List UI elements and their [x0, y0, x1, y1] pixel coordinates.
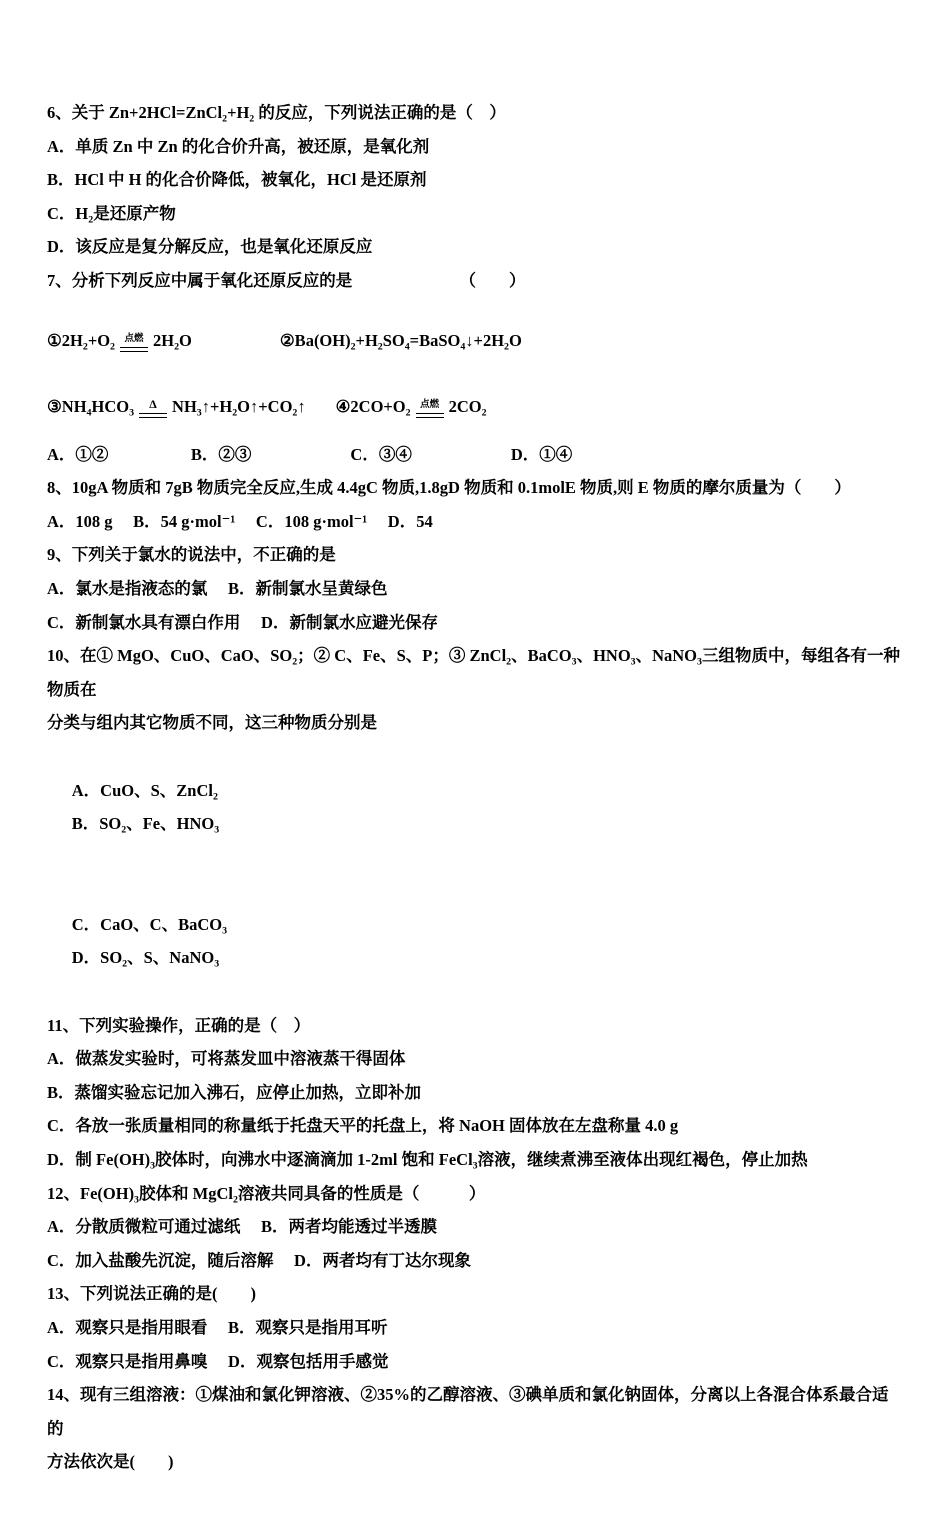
question-11-stem: 11、下列实验操作，正确的是（ ）	[47, 1015, 311, 1035]
question-12-options-cd: C．加入盐酸先沉淀，随后溶解 D．两者均有丁达尔现象	[47, 1250, 471, 1270]
reaction-condition-label: Δ	[149, 396, 157, 411]
question-10-stem-line-2: 分类与组内其它物质不同，这三种物质分别是	[47, 713, 377, 733]
question-6-option-a: A．单质 Zn 中 Zn 的化合价升高，被还原，是氧化剂	[47, 136, 430, 156]
reaction-condition-ignite-icon	[120, 334, 148, 352]
question-10-options-cd	[47, 874, 902, 1008]
question-8-stem: 8、10gA 物质和 7gB 物质完全反应,生成 4.4gC 物质,1.8gD 物质和 0.1molE 物质,则 E 物质的摩尔质量为（ ）	[47, 478, 851, 498]
question-12	[47, 1177, 902, 1278]
question-7	[47, 264, 902, 471]
question-11-option-a: A．做蒸发实验时，可将蒸发皿中溶液蒸干得固体	[47, 1049, 406, 1069]
question-11-option-c: C．各放一张质量相同的称量纸于托盘天平的托盘上，将 NaOH 固体放在左盘称量 4.0 g	[47, 1116, 679, 1136]
question-11	[47, 1009, 902, 1177]
question-7-equation-1	[47, 312, 902, 356]
question-9-stem: 9、下列关于氯水的说法中，不正确的是	[47, 545, 336, 565]
reaction-1-right: 2H₂O	[153, 330, 192, 350]
question-8-options: A．108 g B．54 g·mol⁻¹ C．108 g·mol⁻¹ D．54	[47, 511, 433, 531]
question-9	[47, 538, 902, 639]
question-7-options: A．①② B．②③ C．③④ D．①④	[47, 444, 573, 464]
question-10-option-c: C．CaO、C、BaCO₃	[71, 914, 228, 934]
reaction-condition-label: 点燃	[420, 399, 440, 410]
reaction-condition-delta-icon	[139, 398, 167, 418]
question-6-option-d: D．该反应是复分解反应，也是氧化还原反应	[47, 237, 373, 257]
question-10-options-ab	[47, 740, 902, 874]
question-13-options-ab: A．观察只是指用眼看 B．观察只是指用耳听	[47, 1318, 388, 1337]
question-6-option-c: C．H₂是还原产物	[47, 203, 176, 223]
question-10-stem-line-1: 10、在① MgO、CuO、CaO、SO₂；② C、Fe、S、P；③ ZnCl₂、BaCO₃、HNO₃、NaNO₃三组物质中，每组各有一种物质在	[47, 646, 900, 699]
question-13-stem: 13、下列说法正确的是( )	[47, 1284, 256, 1304]
question-6-stem: 6、关于 Zn+2HCl=ZnCl₂+H₂ 的反应，下列说法正确的是（ ）	[47, 103, 506, 122]
question-9-options-cd: C．新制氯水具有漂白作用 D．新制氯水应避光保存	[47, 612, 438, 632]
double-bond-equals-bar	[120, 347, 148, 352]
reaction-4-right: 2CO₂	[448, 396, 487, 416]
question-11-option-d: D．制 Fe(OH)₃胶体时，向沸水中逐滴滴加 1-2ml 饱和 FeCl₃溶液，继续煮沸至液体出现红褐色，停止加热	[47, 1150, 808, 1170]
double-bond-equals-bar	[139, 413, 167, 418]
question-9-options-ab: A．氯水是指液态的氯 B．新制氯水呈黄绿色	[47, 578, 388, 598]
reaction-3-left: ③NH₄HCO₃	[47, 396, 135, 416]
question-14-stem-line-1: 14、现有三组溶液：①煤油和氯化钾溶液、②35%的乙醇溶液、③碘单质和氯化钠固体，分离以上各混合体系最合适的	[47, 1385, 889, 1438]
question-7-stem: 7、分析下列反应中属于氧化还原反应的是 （ ）	[47, 270, 526, 290]
question-13	[47, 1277, 902, 1378]
reaction-condition-label: 点燃	[124, 333, 144, 344]
question-10-option-b: B．SO₂、Fe、HNO₃	[71, 814, 220, 834]
question-8	[47, 471, 902, 538]
reaction-3-right: NH₃↑+H₂O↑+CO₂↑	[172, 396, 306, 416]
question-13-options-cd: C．观察只是指用鼻嗅 D．观察包括用手感觉	[47, 1351, 389, 1371]
question-10-option-a: A．CuO、S、ZnCl₂	[71, 780, 218, 800]
reaction-condition-ignite-icon	[416, 400, 444, 418]
question-14	[47, 1378, 902, 1479]
question-6-option-b: B．HCl 中 H 的化合价降低，被氧化，HCl 是还原剂	[47, 170, 427, 190]
question-12-stem: 12、Fe(OH)₃胶体和 MgCl₂溶液共同具备的性质是（ ）	[47, 1183, 486, 1203]
question-7-equation-2	[47, 370, 902, 422]
question-10	[47, 639, 902, 1009]
question-11-option-b: B．蒸馏实验忘记加入沸石，应停止加热，立即补加	[47, 1082, 422, 1102]
reaction-4-left: ④2CO+O₂	[335, 396, 411, 416]
reaction-1-left: ①2H₂+O₂	[47, 330, 116, 350]
double-bond-equals-bar	[416, 413, 444, 418]
question-12-options-ab: A．分散质微粒可通过滤纸 B．两者均能透过半透膜	[47, 1217, 438, 1237]
question-10-option-d: D．SO₂、S、NaNO₃	[71, 948, 220, 968]
question-14-stem-line-2: 方法依次是( )	[47, 1452, 174, 1472]
reaction-2: ②Ba(OH)₂+H₂SO₄=BaSO₄↓+2H₂O	[279, 330, 522, 350]
question-6	[47, 96, 902, 264]
